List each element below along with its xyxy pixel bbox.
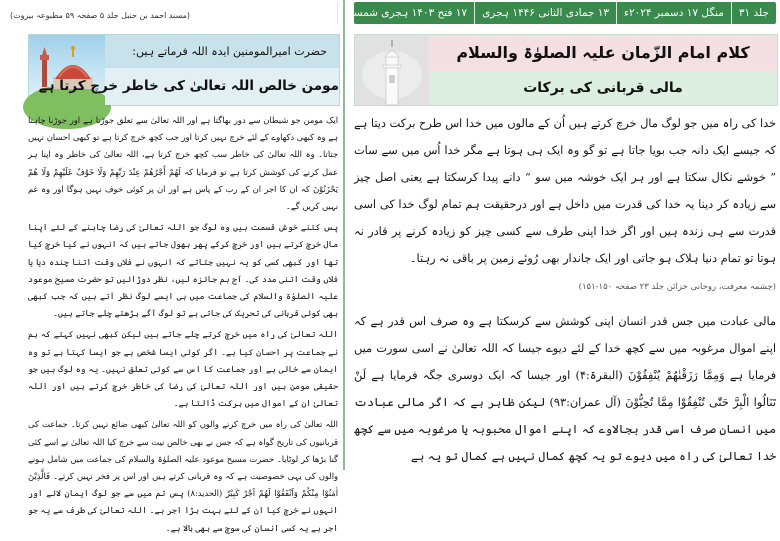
right-header-subtitle: مالی قربانی کی برکات	[429, 71, 777, 105]
issue-shamsi-date: ۱۷ فتح ۱۴۰۳ ہجری شمسی	[337, 2, 474, 24]
right-article-body	[354, 110, 776, 470]
left-paragraph: اللہ تعالیٰ کی راہ میں خرچ کرتے چلے جاتے ہیں لیکن کبھی نہیں کہتے کہ ہم نے جماعت پر احسان کیا ہے۔ اگر کوئی ایسا شخص ہے جو ایسا کہتا ہے تو وہ ایمان سے خالی ہے اور جماعت کا اس سے کوئی تعلق نہیں۔ یہ وہ لوگ ہیں جو حقیقی مومن ہیں اور اللہ تعالیٰ کی رضا کی خاطر خرچ کرتے ہیں اور اللہ تعالیٰ ان کے اموال میں برکت ڈالتا ہے۔	[28, 329, 338, 409]
left-column	[0, 0, 343, 533]
left-para1b-text: کہ ان کا اجر ان کے رب کے پاس ہے اور ان پر کوئی خوف نہیں ہوگا اور وہ غم نہیں کریں گے۔	[28, 183, 338, 212]
left-paragraph: پس کتنے خوش قسمت ہیں وہ لوگ جو اللہ تعالیٰ کی رضا چاہنے کے لئے اپنا مال خرچ کرتے ہیں اور خرچ کرکے پھر بھول جاتے ہیں کہ انہوں نے کیا خرچ کیا تھا اور کبھی کسی کو یہ نہیں جتاتے کہ انہوں نے فلاں وقت اتنا چندہ دیا یا فلاں وقت اتنی مدد کی۔ آج ہم جائزہ لیں، نظر دوڑائیں تو حضرت مسیح موعود علیہ الصلوٰۃ والسلام کی جماعت میں ہی ایسے لوگ نظر آتے ہیں کہ جب کبھی بھی کوئی قربانی کی تحریک کی جاتی ہے تو لوگ آگے بڑھتے چلے جاتے ہیں۔	[28, 222, 338, 319]
issue-hijri-date: ۱۳ جمادی الثانی ۱۴۴۶ ہجری	[474, 2, 616, 24]
left-paragraph	[28, 416, 338, 536]
minaret-photo-grey	[355, 35, 429, 105]
left-header-title: مومن خالص اللہ تعالیٰ کی خاطر خرچ کرتا ہے	[105, 68, 339, 105]
right-article-header	[354, 34, 778, 106]
right-reference: (چشمہ معرفت، روحانی خزائن جلد ۲۳ صفحہ ۱۵۰-۱۵۱)	[578, 282, 776, 292]
right-paragraph-1: خدا کی راہ میں جو لوگ مال خرچ کرتے ہیں اُن کے مالوں میں خدا اس طرح برکت دیتا ہے کہ جیسے ایک دانہ جب بویا جاتا ہے تو گو وہ ایک ہی ہوتا ہے مگر خدا اُس میں سے سات ” خوشے نکال سکتا ہے اور ہر ایک خوشہ میں سو “ دانے پیدا کرسکتا ہے یعنی اصل چیز سے زیادہ کر دینا یہ خدا کی قدرت میں داخل ہے اور درحقیقت ہم تمام لوگ خدا کی اسی قدرت سے ہی زندہ ہیں اور اگر خدا اپنی طرف سے کسی چیز کو زیادہ کرنے پر قادر نہ ہوتا تو تمام دنیا ہلاک ہو جاتی اور ایک جاندار بھی رُوئے زمین پر باقی نہ رہتا۔	[354, 117, 776, 265]
left-article-header	[28, 34, 340, 106]
right-column	[280, 0, 780, 470]
left-arabic-verse-2: فَالَّذِيْنَ اٰمَنُوْا مِنْكُمْ وَاَنْفَقُوْا لَهُمْ اَجْرٌ كَبِيْرٌ	[28, 471, 339, 499]
left-arabic-verse-1: لَهُمْ أَجْرُهُمْ عِنْدَ رَبِّهِمْ وَلَا خَوْفٌ عَلَيْهِمْ وَلَا هُمْ يَحْزَنُوْنَ	[28, 166, 338, 194]
left-para1-text: ایک مومن جو شیطان سے دور بھاگتا ہے اور اللہ تعالیٰ سے تعلق جوڑتا ہے اور جوڑنا چاہتا ہے وہ کبھی دکھاوے کے لئے خرچ نہیں کرتا اور جب کچھ خرچ کرتا ہے تو کبھی احسان نہیں جتاتا۔ وہ اللہ تعالیٰ کی خاطر سب کچھ خرچ کرتا ہے، اللہ تعالیٰ کی خاطر وہ اپنا ہر عمل کرنے کی کوشش کرتا ہے تو فرمایا کہ	[28, 115, 339, 177]
left-paragraph	[28, 112, 338, 215]
left-header-subtitle: حضرت امیرالمومنین ایدہ اللہ فرماتے ہیں:	[105, 35, 339, 68]
issue-date: منگل ۱۷ دسمبر ۲۰۲۴ء	[616, 2, 731, 24]
right-paragraph-2: مالی عبادت میں جس قدر انسان اپنی کوشش سے کرسکتا ہے وہ صرف اس قدر ہے کہ اپنے اموال مرغوبہ میں سے کچھ خدا کے لئے دیوے جیسا کہ اللہ تعالیٰ نے اسی سورت میں فرمایا ہے وَمِمَّا رَزَقْنٰهُمْ يُنْفِقُوْنَ (البقرۃ:۴) اور جیسا کہ ایک دوسری جگہ فرمایا ہے لَنْ تَنَالُوا الْبِرَّ حَتّٰى تُنْفِقُوْا مِمَّا تُحِبُّوْنَ (آل عمران:۹۳) لیکن ظاہر ہے کہ اگر مالی عبادت میں انسان صرف اسی قدر بجالاوے کہ اپنے اموال محبوبہ یا مرغوبہ میں سے کچھ خدا تعالیٰ کی راہ میں دیوے تو یہ کچھ کمال نہیں ہے کمال تو یہ ہے	[354, 315, 776, 463]
left-article-body	[28, 112, 338, 541]
issue-number: شمارہ ۳۰۰	[280, 7, 330, 19]
source-note: (مسند احمد بن حنبل جلد ۵ صفحہ ۵۹ مطبوعہ بیروت)	[10, 11, 190, 20]
column-divider	[343, 0, 345, 470]
issue-volume: جلد ۳۱	[731, 2, 776, 24]
left-para5-text: (الحدید:۸) پس تم میں سے جو لوگ ایمان لائے اور انہوں نے خرچ کیا ان کے لئے بہت بڑا اجر ہے۔ اللہ تعالیٰ کی طرف سے یہ جو اجر ہے یہ کسی انسان کی سوچ سے بھی بالا ہے۔	[28, 488, 338, 533]
left-para4-text: اللہ تعالیٰ کی راہ میں خرچ کرنے والوں کو اللہ تعالیٰ کبھی ضائع نہیں کرتا۔ جماعت کی قربانیوں کی تاریخ گواہ ہے کہ جس نے بھی خالص نیت سے خرچ کیا اللہ تعالیٰ نے اسے کئی گنا بڑھا کر لوٹایا۔ حضرت مسیح موعود علیہ الصلوٰۃ والسلام کی جماعت میں شامل ہونے والوں کی یہی خصوصیت ہے کہ وہ قربانی کرتے ہیں اور اس پر فخر نہیں کرتے۔	[28, 419, 339, 482]
minaret-photo-graphic	[355, 35, 429, 105]
issue-info-bar	[280, 2, 776, 24]
right-header-title: کلام امام الزّمان علیہ الصلوٰۃ والسلام	[429, 35, 777, 71]
